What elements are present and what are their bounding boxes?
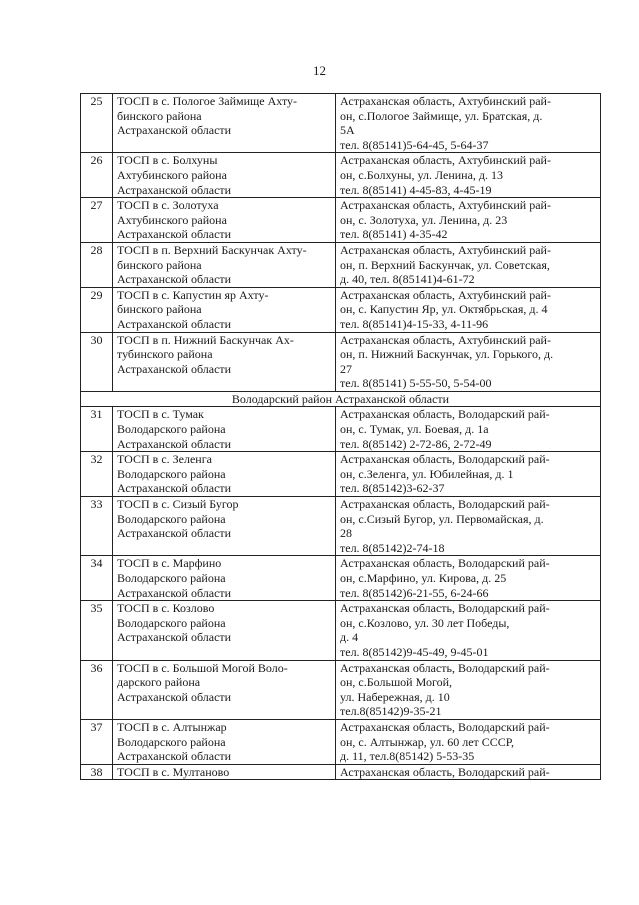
section-row	[81, 391, 601, 407]
office-name-line: ТОСП в с. Алтынжар	[117, 719, 227, 734]
office-name-cell	[113, 242, 336, 287]
office-name-line: Астраханской области	[117, 585, 232, 600]
address-line: Астраханская область, Володарский рай-	[340, 407, 550, 422]
office-name-cell	[113, 556, 336, 601]
office-name-line: Ахтубинского района	[117, 167, 227, 182]
office-name-cell	[113, 407, 336, 452]
row-number: 31	[81, 407, 113, 452]
row-number: 26	[81, 153, 113, 198]
office-name-line: Астраханской области	[117, 272, 232, 287]
table-row	[81, 719, 601, 764]
table-row	[81, 660, 601, 719]
office-name-line: тубинского района	[117, 347, 213, 362]
office-name-line: Володарского района	[117, 571, 226, 585]
office-name-line: ТОСП в с. Тумак	[117, 407, 204, 422]
address-cell	[336, 497, 601, 556]
address-line: тел. 8(85142)9-45-49, 9-45-01	[340, 644, 489, 659]
table-body	[81, 94, 601, 780]
address-cell	[336, 556, 601, 601]
address-line: он, с.Пологое Займище, ул. Братская, д.	[340, 108, 543, 123]
table-row	[81, 242, 601, 287]
address-line: Астраханская область, Ахтубинский рай-	[340, 332, 551, 347]
address-cell	[336, 287, 601, 332]
office-name-cell	[113, 660, 336, 719]
office-name-line: ТОСП в с. Пологое Займище Ахту-	[117, 94, 298, 108]
row-number: 27	[81, 198, 113, 243]
office-name-cell	[113, 497, 336, 556]
office-name-line: Володарского района	[117, 511, 226, 526]
address-line: Астраханская область, Ахтубинский рай-	[340, 94, 551, 108]
address-line: он, с. Тумак, ул. Боевая, д. 1а	[340, 422, 489, 437]
office-name-cell	[113, 764, 336, 780]
address-line: 27	[340, 361, 352, 376]
address-line: он, с.Козлово, ул. 30 лет Победы,	[340, 615, 510, 630]
address-cell	[336, 407, 601, 452]
address-line: 28	[340, 526, 352, 541]
address-line: тел. 8(85141)5-64-45, 5-64-37	[340, 137, 489, 152]
office-name-line: Астраханской области	[117, 182, 232, 197]
office-name-line: Астраханской области	[117, 526, 232, 541]
address-cell	[336, 332, 601, 391]
address-line: тел. 8(85142)6-21-55, 6-24-66	[340, 585, 489, 600]
table-row	[81, 764, 601, 780]
table-row	[81, 497, 601, 556]
office-name-line: ТОСП в с. Болхуны	[117, 153, 218, 168]
row-number: 25	[81, 94, 113, 153]
table-row	[81, 94, 601, 153]
row-number: 33	[81, 497, 113, 556]
office-name-line: бинского района	[117, 302, 202, 317]
office-name-line: бинского района	[117, 108, 202, 123]
office-name-line: Астраханской области	[117, 689, 232, 704]
office-name-line: Астраханской области	[117, 630, 232, 645]
address-line: тел. 8(85142)3-62-37	[340, 481, 445, 496]
address-line: Астраханская область, Ахтубинский рай-	[340, 198, 551, 213]
address-line: Астраханская область, Володарский рай-	[340, 660, 550, 675]
office-name-line: ТОСП в с. Большой Могой Воло-	[117, 660, 288, 675]
address-line: он, с.Большой Могой,	[340, 675, 453, 690]
address-line: ул. Набережная, д. 10	[340, 689, 450, 704]
page-number: 12	[313, 63, 326, 78]
row-number: 30	[81, 332, 113, 391]
address-cell	[336, 719, 601, 764]
office-name-cell	[113, 452, 336, 497]
address-line: тел. 8(85142) 2-72-86, 2-72-49	[340, 436, 492, 451]
office-name-line: ТОСП в с. Золотуха	[117, 198, 219, 213]
office-name-line: ТОСП в с. Сизый Бугор	[117, 497, 239, 512]
row-number: 38	[81, 764, 113, 780]
office-name-line: ТОСП в с. Зеленга	[117, 452, 212, 467]
address-line: тел. 8(85141) 4-45-83, 4-45-19	[340, 182, 492, 197]
address-line: он, с. Золотуха, ул. Ленина, д. 23	[340, 212, 508, 227]
office-name-cell	[113, 198, 336, 243]
address-cell	[336, 198, 601, 243]
table-row	[81, 198, 601, 243]
address-cell	[336, 94, 601, 153]
table-row	[81, 601, 601, 660]
address-line: Астраханская область, Володарский рай-	[340, 719, 550, 734]
address-line: он, с.Болхуны, ул. Ленина, д. 13	[340, 167, 504, 182]
row-number: 34	[81, 556, 113, 601]
office-name-cell	[113, 332, 336, 391]
address-line: тел.8(85142)9-35-21	[340, 704, 442, 719]
office-name-cell	[113, 601, 336, 660]
address-line: он, с. Алтынжар, ул. 60 лет СССР,	[340, 734, 514, 749]
address-line: он, п. Верхний Баскунчак, ул. Советская,	[340, 257, 550, 272]
office-name-line: Астраханской области	[117, 749, 232, 764]
address-line: он, с. Капустин Яр, ул. Октябрьская, д. 4	[340, 302, 548, 317]
office-name-line: Володарского района	[117, 734, 226, 749]
address-line: Астраханская область, Ахтубинский рай-	[340, 287, 551, 302]
office-name-line: Володарского района	[117, 466, 226, 481]
address-line: Астраханская область, Володарский рай-	[340, 497, 550, 512]
address-line: д. 11, тел.8(85142) 5-53-35	[340, 749, 475, 764]
address-cell	[336, 601, 601, 660]
office-name-line: Ахтубинского района	[117, 212, 227, 227]
address-cell	[336, 242, 601, 287]
office-table	[80, 93, 601, 780]
table-row	[81, 407, 601, 452]
address-line: он, с.Зеленга, ул. Юбилейная, д. 1	[340, 466, 514, 481]
address-cell	[336, 660, 601, 719]
office-name-cell	[113, 94, 336, 153]
address-cell	[336, 153, 601, 198]
address-line: тел. 8(85142)2-74-18	[340, 540, 445, 555]
office-name-line: ТОСП в с. Капустин яр Ахту-	[117, 287, 269, 302]
office-name-line: ТОСП в с. Марфино	[117, 556, 222, 571]
table-row	[81, 556, 601, 601]
row-number: 29	[81, 287, 113, 332]
table-row	[81, 287, 601, 332]
office-name-line: ТОСП в с. Мултаново	[117, 764, 230, 779]
office-name-cell	[113, 287, 336, 332]
address-cell	[336, 452, 601, 497]
address-line: д. 4	[340, 630, 359, 645]
section-title: Володарский район Астраханской области	[81, 391, 601, 407]
office-name-line: ТОСП в п. Нижний Баскунчак Ах-	[117, 332, 294, 347]
address-line: Астраханская область, Володарский рай-	[340, 452, 550, 467]
row-number: 32	[81, 452, 113, 497]
office-name-line: Астраханской области	[117, 361, 232, 376]
address-line: тел. 8(85141) 5-55-50, 5-54-00	[340, 376, 492, 391]
row-number: 36	[81, 660, 113, 719]
office-name-line: Астраханской области	[117, 481, 232, 496]
office-name-line: Астраханской области	[117, 123, 232, 138]
row-number: 37	[81, 719, 113, 764]
address-line: тел. 8(85141) 4-35-42	[340, 227, 448, 242]
address-line: 5А	[340, 123, 355, 138]
address-line: Астраханская область, Володарский рай-	[340, 556, 550, 571]
row-number: 35	[81, 601, 113, 660]
address-line: он, с.Сизый Бугор, ул. Первомайская, д.	[340, 511, 544, 526]
address-line: д. 40, тел. 8(85141)4-61-72	[340, 272, 475, 287]
table-row	[81, 332, 601, 391]
office-name-line: Астраханской области	[117, 316, 232, 331]
office-name-line: Астраханской области	[117, 436, 232, 451]
office-name-line: ТОСП в п. Верхний Баскунчак Ахту-	[117, 242, 307, 257]
address-line: Астраханская область, Ахтубинский рай-	[340, 153, 551, 168]
table-row	[81, 452, 601, 497]
address-cell	[336, 764, 601, 780]
address-line: он, п. Нижний Баскунчак, ул. Горького, д.	[340, 347, 554, 362]
office-name-line: Володарского района	[117, 422, 226, 437]
address-line: тел. 8(85141)4-15-33, 4-11-96	[340, 316, 489, 331]
address-line: Астраханская область, Володарский рай-	[340, 764, 550, 779]
office-name-line: Астраханской области	[117, 227, 232, 242]
table-row	[81, 153, 601, 198]
office-name-line: ТОСП в с. Козлово	[117, 601, 215, 616]
office-name-cell	[113, 153, 336, 198]
address-line: он, с.Марфино, ул. Кирова, д. 25	[340, 571, 507, 585]
office-name-line: бинского района	[117, 257, 202, 272]
row-number: 28	[81, 242, 113, 287]
office-name-cell	[113, 719, 336, 764]
office-name-line: дарского района	[117, 675, 201, 690]
address-line: Астраханская область, Володарский рай-	[340, 601, 550, 616]
address-line: Астраханская область, Ахтубинский рай-	[340, 242, 551, 257]
office-name-line: Володарского района	[117, 615, 226, 630]
